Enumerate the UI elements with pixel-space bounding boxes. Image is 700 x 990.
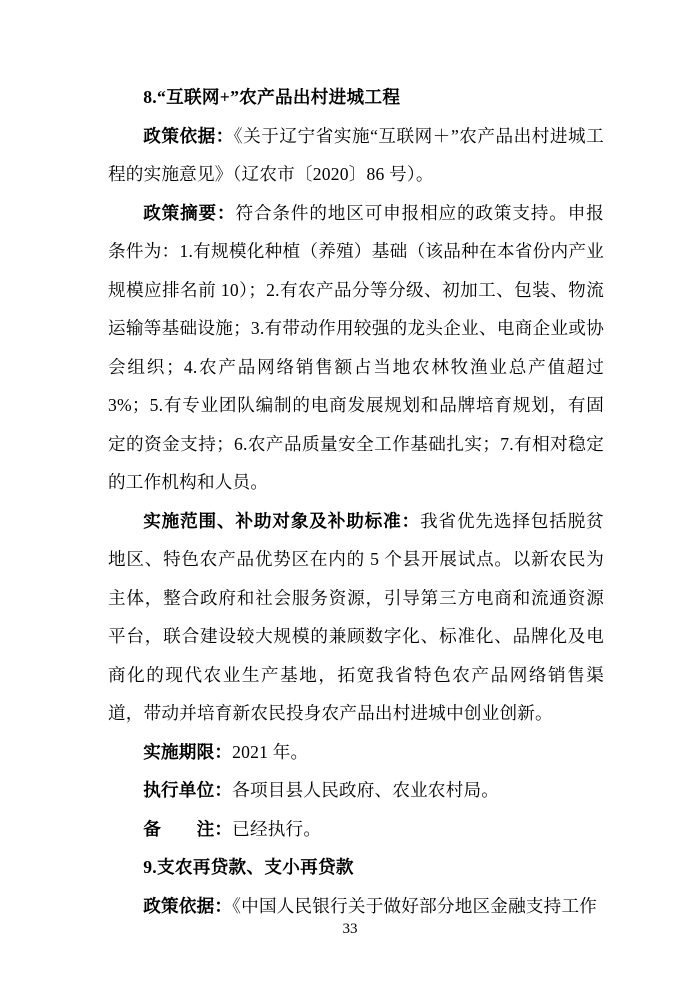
paragraph-text-remarks: 已经执行。	[232, 818, 322, 839]
paragraph-lead-policy-basis-1: 政策依据：	[143, 125, 234, 146]
paragraph-lead-executing-unit: 执行单位：	[143, 780, 233, 800]
paragraph-remarks	[108, 810, 604, 849]
paragraph-text-policy-summary: 符合条件的地区可申报相应的政策支持。申报条件为：1.有规模化种植（养殖）基础（该品种在本省份内产业规模应排名前 10）；2.有农产品分等分级、初加工、包装、物流运输等基础设施；3.有带动作用较强的龙头企业、电商企业或协会组织；4.农产品网络销售额占当地农林牧渔业总产值超过 3%；5.有专业团队编制的电商发展规划和品牌培育规划，有固定的资金支持；6.农产品质量安全工作基础扎实；7.有相对稳定的工作机构和人员。	[108, 202, 604, 492]
paragraph-policy-basis-2	[108, 887, 604, 926]
page-number: 33	[342, 921, 358, 937]
section-heading-relending: 9.支农再贷款、支小再贷款	[143, 857, 354, 877]
paragraph-text-executing-unit: 各项目县人民政府、农业农村局。	[232, 780, 500, 800]
paragraph-executing-unit	[108, 771, 604, 810]
paragraph-lead-scope-and-subsidy: 实施范围、补助对象及补助标准：	[143, 510, 421, 531]
paragraph-implementation-period	[108, 733, 604, 772]
paragraph-lead-remarks: 备 注：	[143, 818, 233, 839]
paragraph-policy-basis-1	[108, 117, 604, 194]
paragraph-text-implementation-period: 2021 年。	[232, 741, 309, 762]
document-body	[108, 78, 604, 925]
paragraph-text-scope-and-subsidy: 我省优先选择包括脱贫地区、特色农产品优势区在内的 5 个县开展试点。以新农民为主体，整合政府和社会服务资源，引导第三方电商和流通资源平台，联合建设较大规模的兼顾数字化、标准化、品牌化及电商化的现代农业生产基地，拓宽我省特色农产品网络销售渠道，带动并培育新农民投身农产品出村进城中创业创新。	[108, 510, 604, 723]
paragraph-scope-and-subsidy	[108, 502, 604, 733]
paragraph-lead-implementation-period: 实施期限：	[143, 741, 233, 762]
section-heading-internet-plus: 8.“互联网+”农产品出村进城工程	[143, 87, 401, 107]
paragraph-lead-policy-summary: 政策摘要：	[143, 202, 236, 223]
paragraph-text-policy-basis-1: 《关于辽宁省实施“互联网＋”农产品出村进城工程的实施意见》（辽农市〔2020〕86 号）。	[108, 125, 604, 184]
paragraph-policy-summary	[108, 194, 604, 502]
paragraph-text-policy-basis-2: 《中国人民银行关于做好部分地区金融支持工作	[232, 895, 598, 916]
paragraph-lead-policy-basis-2: 政策依据：	[143, 895, 233, 916]
